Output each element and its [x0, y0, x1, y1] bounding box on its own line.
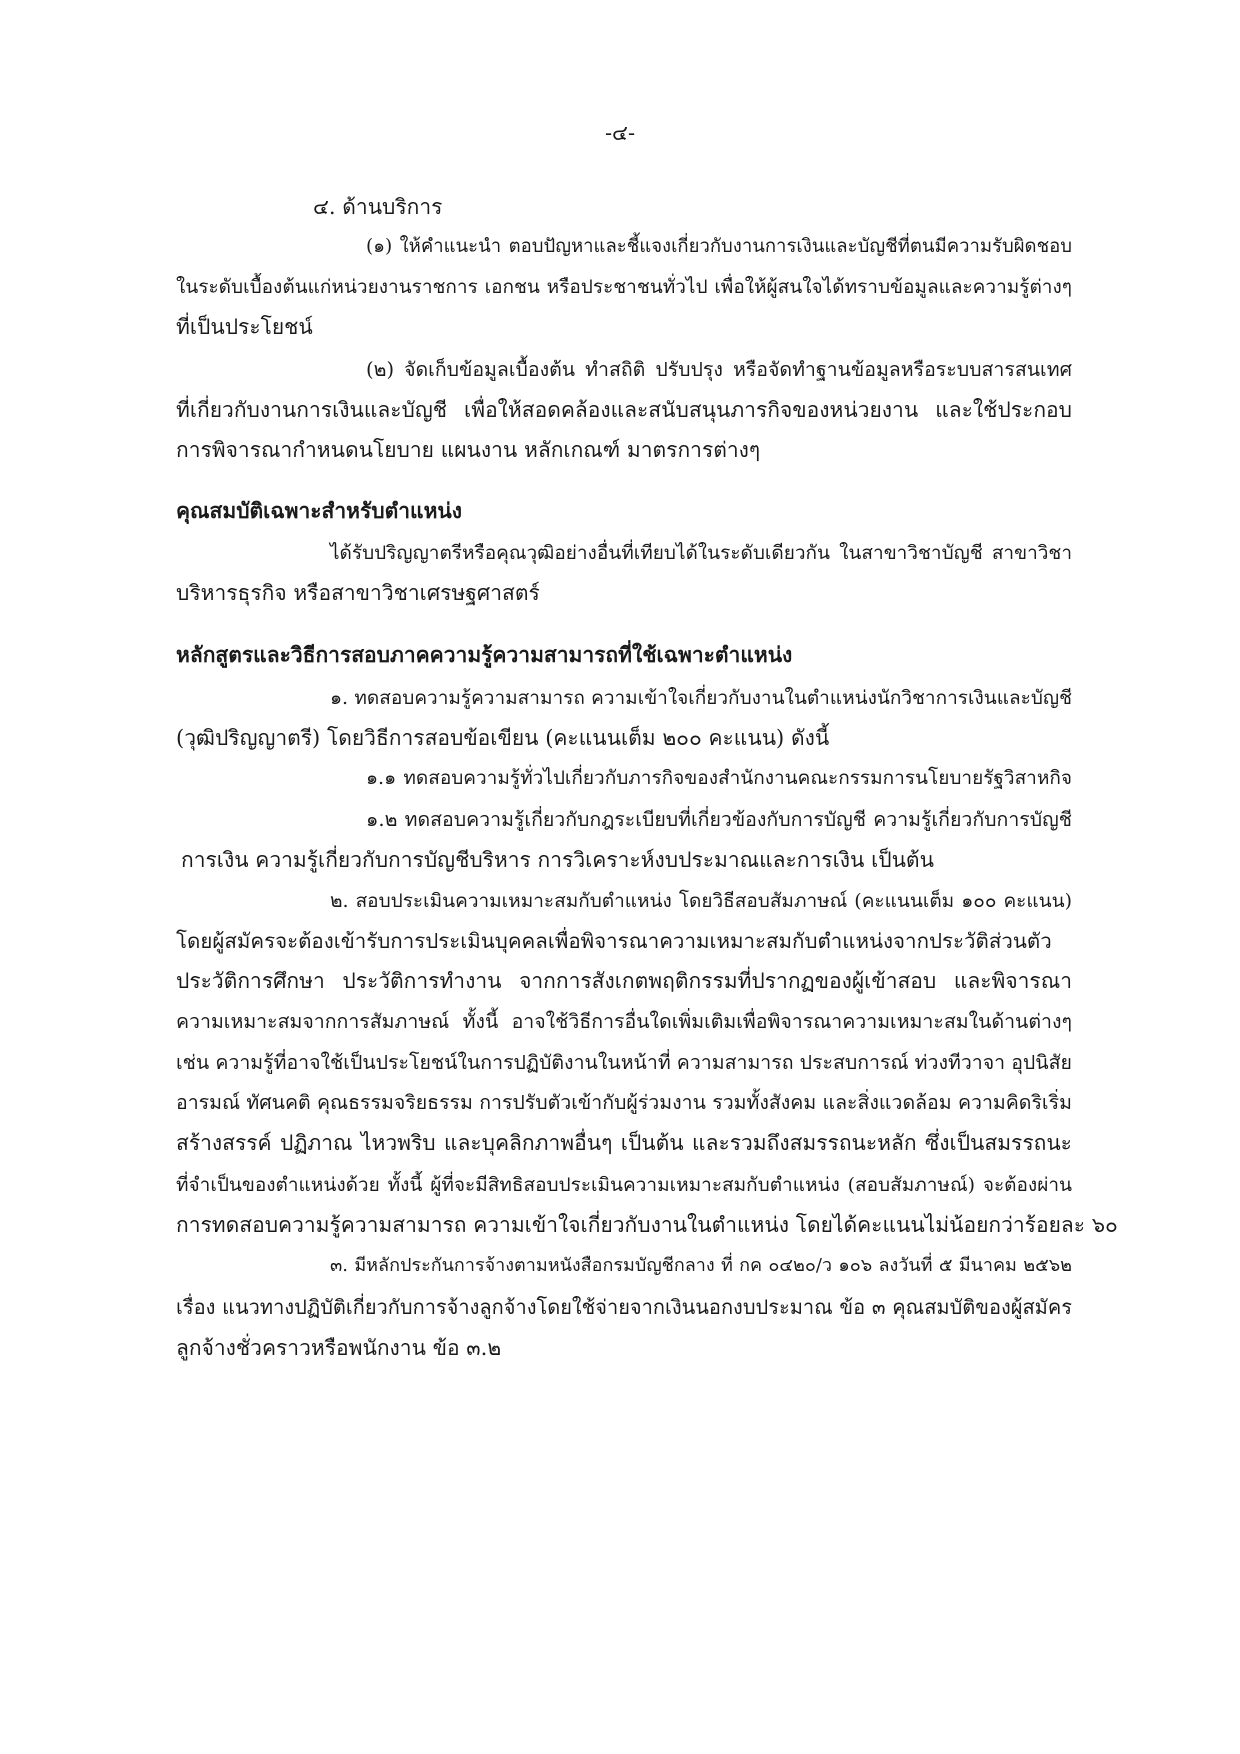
word: (สอบสัมภาษณ์) [847, 1174, 975, 1196]
word: ดังนี้ [790, 726, 830, 750]
word: โดยได้คะแนนไม่น้อยกว่าร้อยละ [795, 1213, 1086, 1237]
paragraph-line [176, 435, 760, 465]
word: ทดสอบความรู้ทั่วไปเกี่ยวกับภารกิจของสำนักงานคณะกรรมการนโยบายรัฐวิสาหกิจ [403, 767, 1072, 789]
word: แผนงาน [440, 438, 518, 462]
word: ๒. [330, 890, 349, 912]
word: การวิเคราะห์งบประมาณและการเงิน [537, 848, 865, 872]
word: ความรู้เกี่ยวกับการบัญชี [873, 808, 1072, 831]
word: แนวทางปฏิบัติเกี่ยวกับการจ้างลูกจ้างโดยใช้จ่ายจากเงินนอกงบประมาณ [222, 1295, 833, 1319]
word: ๑.๒ [366, 808, 398, 831]
word: โดยวิธีการสอบข้อเขียน [326, 726, 539, 750]
word: ทดสอบความรู้ความสามารถ [354, 687, 585, 709]
word: เรื่อง [176, 1295, 216, 1319]
word: ความรู้เกี่ยวกับการบัญชีบริหาร [255, 848, 531, 872]
word: บริหารธุรกิจ [176, 581, 287, 605]
word: ๔. [313, 195, 336, 219]
word: ได้รับปริญญาตรีหรือคุณวุฒิอย่างอื่นที่เทียบได้ในระดับเดียวกัน [330, 542, 831, 564]
word: คุณสมบัติของผู้สมัคร [892, 1295, 1072, 1319]
paragraph-line [176, 578, 540, 608]
word: ทัศนคติ [246, 1091, 311, 1114]
paragraph-line [176, 395, 1072, 425]
paragraph-line [176, 1128, 1072, 1158]
word: ความสามารถ [676, 1051, 794, 1074]
paragraph-line [176, 312, 313, 342]
word: การเงิน [181, 848, 249, 872]
word: เช่น [176, 1051, 210, 1074]
word: ประสบการณ์ [799, 1051, 909, 1074]
word: การปรับตัวเข้ากับผู้ร่วมงาน [479, 1091, 706, 1114]
word: (คะแนนเต็ม [854, 890, 955, 912]
section-heading [313, 192, 442, 222]
word: ๖๐ [1091, 1213, 1118, 1237]
word: คะแนน) [708, 726, 785, 750]
word: ข้อ [839, 1295, 866, 1319]
word: สาขาวิชา [991, 542, 1072, 564]
word: เป็นต้น [871, 848, 934, 872]
paragraph-line [366, 805, 1072, 835]
word: ๕ [938, 1255, 953, 1276]
word: ๐๔๒๐/ว [768, 1255, 833, 1276]
paragraph-line [366, 232, 1072, 262]
word: การทดสอบความรู้ความสามารถ [176, 1213, 467, 1237]
word: หรือสาขาวิชาเศรษฐศาสตร์ [293, 581, 540, 605]
word: (คะแนนเต็ม [545, 726, 656, 750]
word: ที่เกี่ยวกับงานการเงินและบัญชี [176, 398, 448, 422]
word: ทำสถิติ [585, 358, 646, 381]
word: ลูกจ้างชั่วคราวหรือพนักงาน [176, 1336, 426, 1360]
paragraph-line [176, 1292, 1072, 1322]
word: และใช้ประกอบ [935, 398, 1072, 422]
word: ด้านบริการ [342, 195, 443, 219]
paragraph-line [330, 886, 1072, 916]
paragraph-line [176, 272, 1072, 302]
word: หลักเกณฑ์ [523, 438, 621, 462]
paragraph-line [330, 683, 1072, 713]
word: หรือจัดทำฐานข้อมูลหรือระบบสารสนเทศ [732, 358, 1072, 381]
word: ที่ [721, 1255, 733, 1276]
page-number: -๔- [604, 121, 636, 145]
word: อาจใช้วิธีการอื่นใดเพิ่มเติมเพื่อพิจารณาความเหมาะสมในด้านต่างๆ [511, 1010, 1072, 1033]
section-heading [176, 640, 792, 670]
word: โดยผู้สมัครจะต้องเข้ารับการประเมินบุคคลเพื่อพิจารณาความเหมาะสมกับตำแหน่งจากประวัติส่วนตัว [176, 929, 1052, 953]
word: จากการสังเกตพฤติกรรมที่ปรากฏของผู้เข้าสอบ [519, 969, 937, 993]
word: กค [739, 1255, 763, 1276]
word: ๒๕๖๒ [1023, 1255, 1072, 1276]
paragraph-line [366, 355, 1072, 385]
paragraph-line [176, 1170, 1072, 1200]
word: ซึ่งเป็นสมรรถนะ [925, 1131, 1072, 1155]
paragraph-line [176, 1048, 1072, 1078]
word: ความเหมาะสมจากการสัมภาษณ์ [176, 1010, 450, 1033]
word: ข้อ [432, 1336, 460, 1360]
word: ที่เป็นประโยชน์ [176, 315, 313, 339]
word: เป็นต้น [620, 1131, 684, 1155]
word: ประวัติการทำงาน [342, 969, 502, 993]
word: จะต้องผ่าน [982, 1174, 1072, 1196]
word: คุณธรรมจริยธรรม [317, 1091, 473, 1114]
word: ทดสอบความรู้เกี่ยวกับกฎระเบียบที่เกี่ยวข้องกับการบัญชี [404, 808, 867, 831]
word: ผู้ที่จะมีสิทธิสอบประเมินความเหมาะสมกับตำแหน่ง [430, 1174, 840, 1196]
word: ท่วงทีวาจา [914, 1051, 1006, 1074]
paragraph-line [176, 1210, 1118, 1240]
word: เพื่อให้สอดคล้องและสนับสนุนภารกิจของหน่วยงาน [464, 398, 919, 422]
word: ให้คำแนะนำ [399, 236, 502, 257]
word: ความเข้าใจเกี่ยวกับงานในตำแหน่ง [473, 1213, 790, 1237]
word: มีหลักประกันการจ้างตามหนังสือกรมบัญชีกลาง [354, 1255, 715, 1276]
word: ๑.๑ [366, 767, 397, 789]
word: ๑๐๖ [838, 1255, 873, 1276]
word: อารมณ์ [176, 1091, 241, 1114]
word: ในระดับเบื้องต้นแก่หน่วยงานราชการ [176, 276, 478, 298]
word: มีนาคม [958, 1255, 1017, 1276]
word: ๓. [330, 1255, 349, 1276]
word: ๑๐๐ [961, 890, 997, 912]
word: การพิจารณากำหนดนโยบาย [176, 438, 434, 462]
paragraph-line [366, 763, 1072, 793]
paragraph-line [176, 723, 829, 753]
paragraph-line [330, 1251, 1072, 1281]
paragraph-line [176, 966, 1072, 996]
word: สอบประเมินความเหมาะสมกับตำแหน่ง [355, 890, 672, 912]
word: ปรับปรุง [655, 358, 723, 381]
word: ในสาขาวิชาบัญชี [839, 542, 983, 564]
word: ๑. [330, 687, 349, 709]
word: ที่จำเป็นของตำแหน่งด้วย [176, 1174, 380, 1196]
word: คุณสมบัติเฉพาะสำหรับตำแหน่ง [176, 498, 463, 523]
word: เพื่อให้ผู้สนใจได้ทราบข้อมูลและความรู้ต่างๆ [714, 276, 1072, 298]
word: ความคิดริเริ่ม [957, 1091, 1072, 1114]
word: ประวัติการศึกษา [176, 969, 325, 993]
word: คะแนน) [1003, 890, 1072, 912]
paragraph-line [330, 538, 1072, 568]
paragraph-line [176, 1007, 1072, 1037]
word: และรวมถึงสมรรถนะหลัก [692, 1131, 917, 1155]
word: สร้างสรรค์ [176, 1131, 272, 1155]
word: และสิ่งแวดล้อม [822, 1091, 952, 1114]
word: ลงวันที่ [878, 1255, 933, 1276]
paragraph-line [176, 1088, 1072, 1118]
word: และพิจารณา [953, 969, 1072, 993]
word: รวมทั้งสังคม [712, 1091, 817, 1114]
paragraph-line [181, 845, 934, 875]
word: ๓ [871, 1295, 886, 1319]
word: ปฏิภาณ [279, 1131, 353, 1155]
word: โดยวิธีสอบสัมภาษณ์ [678, 890, 848, 912]
word: ความเข้าใจเกี่ยวกับงานในตำแหน่งนักวิชาการเงินและบัญชี [591, 687, 1072, 709]
word: (วุฒิปริญญาตรี) [176, 726, 321, 750]
word: เอกชน [484, 276, 540, 298]
word: ทั้งนี้ [462, 1010, 499, 1033]
word: อุปนิสัย [1011, 1051, 1072, 1074]
word: ๓.๒ [466, 1336, 502, 1360]
word: (๒) [366, 358, 395, 381]
word: (๑) [366, 236, 393, 257]
paragraph-line [176, 1333, 501, 1363]
word: ความรู้ที่อาจใช้เป็นประโยชน์ในการปฏิบัติงานในหน้าที่ [215, 1051, 671, 1074]
paragraph-line [176, 926, 1072, 956]
word: จัดเก็บข้อมูลเบื้องต้น [404, 358, 576, 381]
word: ทั้งนี้ [387, 1174, 423, 1196]
word: หลักสูตรและวิธีการสอบภาคความรู้ความสามารถที่ใช้เฉพาะตำแหน่ง [176, 642, 793, 667]
word: มาตรการต่างๆ [626, 438, 761, 462]
word: ไหวพริบ [360, 1131, 436, 1155]
word: ๒๐๐ [662, 726, 702, 750]
word: ตอบปัญหาและชี้แจงเกี่ยวกับงานการเงินและบัญชีที่ตนมีความรับผิดชอบ [508, 236, 1072, 257]
word: และบุคลิกภาพอื่นๆ [444, 1131, 613, 1155]
word: หรือประชาชนทั่วไป [546, 276, 708, 298]
section-heading [176, 496, 462, 526]
